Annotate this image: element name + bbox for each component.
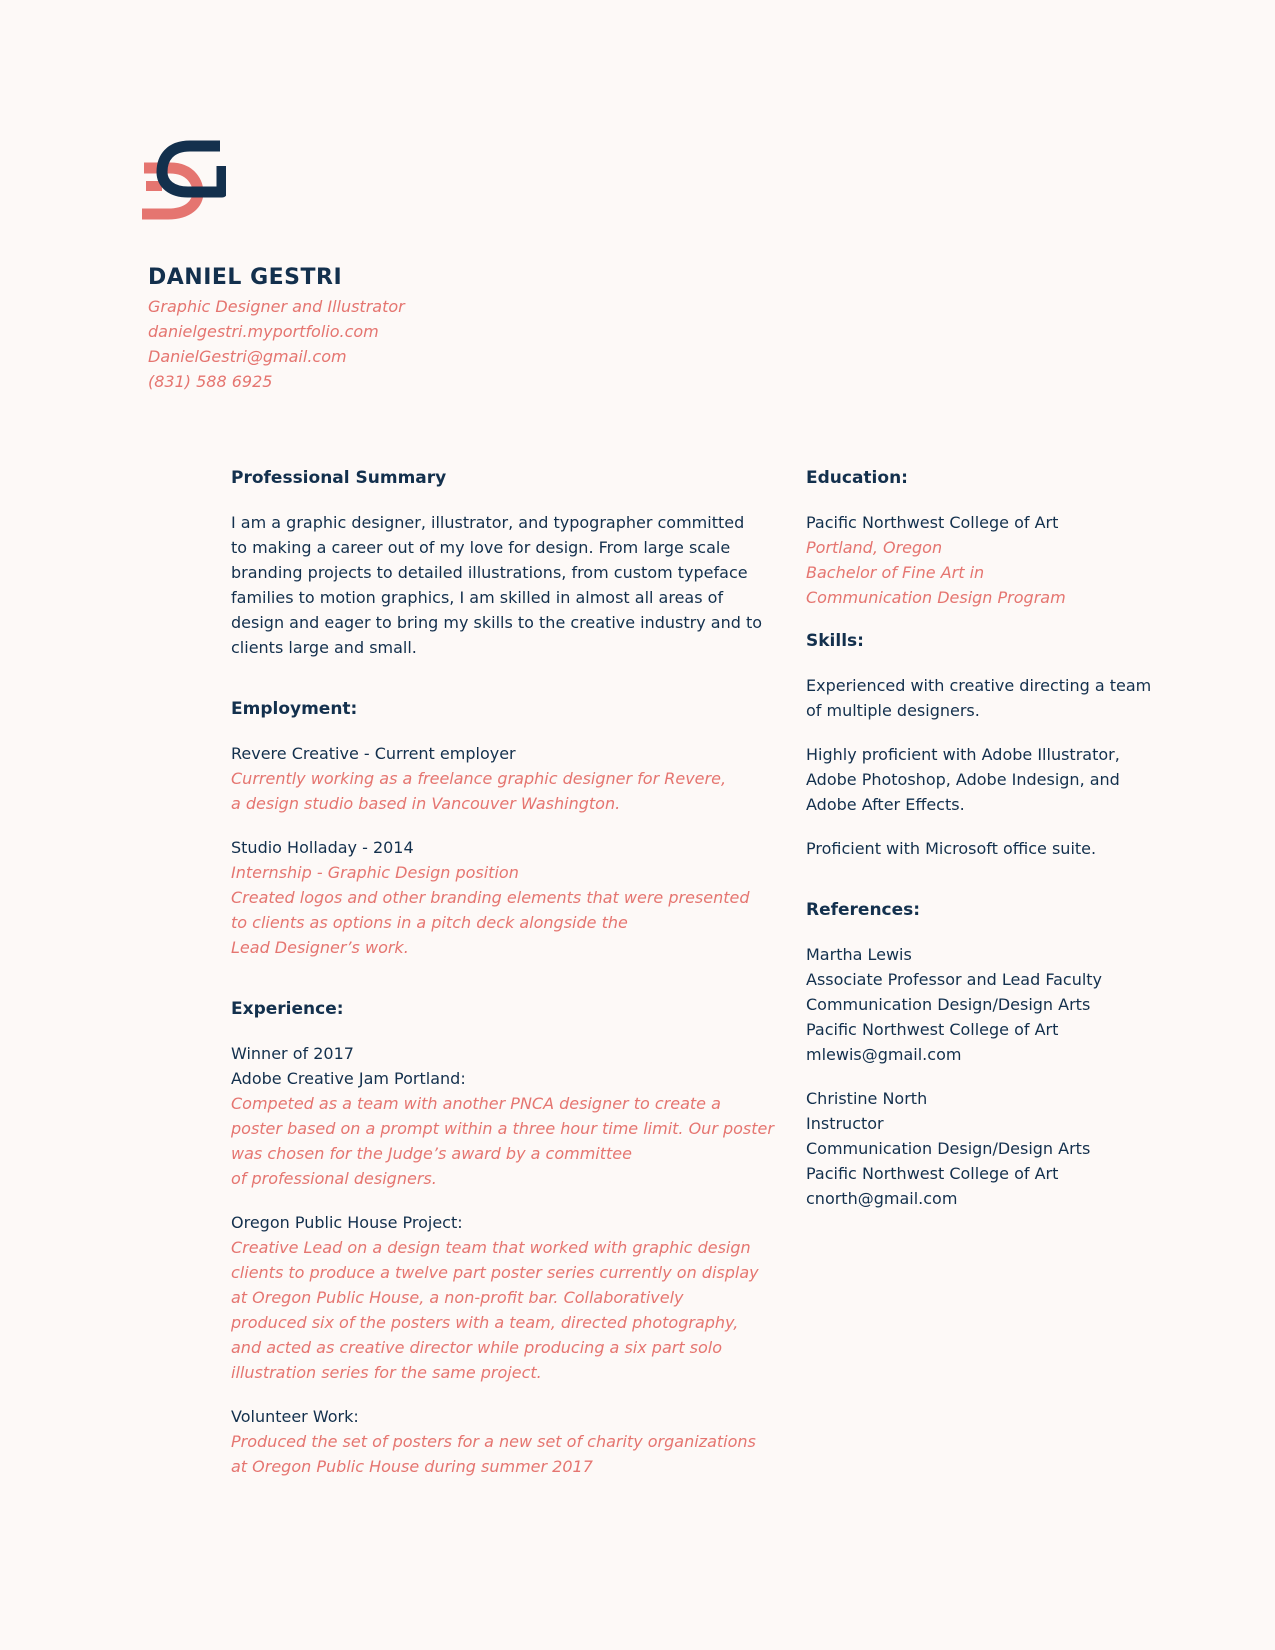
reference-item <box>806 942 1166 1067</box>
skill-line: Highly proficient with Adobe Illustrator, <box>806 745 1120 764</box>
skills-heading: Skills: <box>806 631 864 651</box>
summary-heading: Professional Summary <box>231 468 447 488</box>
summary-line: clients large and small. <box>231 638 417 657</box>
experience-detail: at Oregon Public House during summer 2017 <box>231 1457 593 1476</box>
reference-role: Instructor <box>806 1114 884 1133</box>
portfolio-link[interactable]: danielgestri.myportfolio.com <box>148 322 379 341</box>
skills-section <box>806 629 1166 861</box>
skill-line: Adobe After Effects. <box>806 795 965 814</box>
experience-heading: Experience: <box>231 999 344 1019</box>
education-detail: Communication Design Program <box>806 588 1066 607</box>
experience-item <box>231 1210 759 1385</box>
dg-monogram-icon <box>140 140 226 220</box>
experience-detail: illustration series for the same project. <box>231 1363 542 1382</box>
education-detail: Bachelor of Fine Art in <box>806 563 985 582</box>
right-column <box>806 466 1166 1211</box>
references-section <box>806 898 1166 1211</box>
reference-department: Communication Design/Design Arts <box>806 1139 1091 1158</box>
experience-detail: Competed as a team with another PNCA designer to create a <box>231 1094 721 1113</box>
education-school: Pacific Northwest College of Art <box>806 513 1059 532</box>
employment-title: Revere Creative - Current employer <box>231 744 516 763</box>
resume-header <box>148 262 405 394</box>
reference-role: Associate Professor and Lead Faculty <box>806 970 1103 989</box>
experience-item <box>231 1404 756 1479</box>
employment-detail: Internship - Graphic Design position <box>231 863 519 882</box>
reference-department: Communication Design/Design Arts <box>806 995 1091 1014</box>
summary-section <box>231 466 763 660</box>
experience-detail: Produced the set of posters for a new set of charity organizations <box>231 1432 756 1451</box>
skill-item <box>806 836 1166 861</box>
skill-line: of multiple designers. <box>806 701 980 720</box>
candidate-name: DANIEL GESTRI <box>148 265 343 290</box>
summary-line: I am a graphic designer, illustrator, and typographer committed <box>231 513 745 532</box>
education-section <box>806 466 1166 610</box>
employment-detail: a design studio based in Vancouver Washington. <box>231 794 621 813</box>
employment-detail: to clients as options in a pitch deck alongside the <box>231 913 628 932</box>
employment-title: Studio Holladay - 2014 <box>231 838 414 857</box>
experience-title: Volunteer Work: <box>231 1407 359 1426</box>
education-detail: Portland, Oregon <box>806 538 943 557</box>
employment-heading: Employment: <box>231 699 358 719</box>
skill-line: Proficient with Microsoft office suite. <box>806 839 1097 858</box>
reference-school: Pacific Northwest College of Art <box>806 1164 1059 1183</box>
summary-line: branding projects to detailed illustrations, from custom typeface <box>231 563 748 582</box>
experience-detail: Creative Lead on a design team that worked with graphic design <box>231 1238 751 1257</box>
experience-title: Adobe Creative Jam Portland: <box>231 1069 466 1088</box>
reference-email[interactable]: cnorth@gmail.com <box>806 1189 958 1208</box>
reference-item <box>806 1086 1166 1211</box>
phone-number: (831) 588 6925 <box>148 372 273 391</box>
summary-line: design and eager to bring my skills to the creative industry and to <box>231 613 763 632</box>
employment-section <box>231 697 751 960</box>
experience-title: Winner of 2017 <box>231 1044 354 1063</box>
job-title: Graphic Designer and Illustrator <box>148 297 405 316</box>
email-link[interactable]: DanielGestri@gmail.com <box>148 347 347 366</box>
experience-detail: produced six of the posters with a team, directed photography, <box>231 1313 739 1332</box>
experience-detail: was chosen for the Judge’s award by a committee <box>231 1144 632 1163</box>
skill-item <box>806 673 1166 723</box>
experience-item <box>231 1041 774 1191</box>
experience-section <box>231 997 774 1479</box>
experience-detail: at Oregon Public House, a non-profit bar. Collaboratively <box>231 1288 684 1307</box>
skill-line: Experienced with creative directing a team <box>806 676 1152 695</box>
experience-detail: clients to produce a twelve part poster series currently on display <box>231 1263 759 1282</box>
employment-detail: Created logos and other branding elements that were presented <box>231 888 750 907</box>
reference-school: Pacific Northwest College of Art <box>806 1020 1059 1039</box>
reference-name: Martha Lewis <box>806 945 912 964</box>
reference-email[interactable]: mlewis@gmail.com <box>806 1045 962 1064</box>
skill-line: Adobe Photoshop, Adobe Indesign, and <box>806 770 1120 789</box>
summary-line: families to motion graphics, I am skilled in almost all areas of <box>231 588 724 607</box>
experience-title: Oregon Public House Project: <box>231 1213 463 1232</box>
employment-detail: Lead Designer’s work. <box>231 938 409 957</box>
summary-line: to making a career out of my love for design. From large scale <box>231 538 731 557</box>
education-heading: Education: <box>806 468 908 488</box>
summary-text <box>231 510 763 660</box>
employment-item <box>231 835 751 960</box>
reference-name: Christine North <box>806 1089 928 1108</box>
left-column <box>231 466 774 1479</box>
employment-item <box>231 741 751 816</box>
experience-detail: and acted as creative director while producing a six part solo <box>231 1338 723 1357</box>
experience-detail: poster based on a prompt within a three hour time limit. Our poster <box>231 1119 774 1138</box>
references-heading: References: <box>806 900 921 920</box>
experience-detail: of professional designers. <box>231 1169 437 1188</box>
skill-item <box>806 742 1166 817</box>
employment-detail: Currently working as a freelance graphic designer for Revere, <box>231 769 727 788</box>
